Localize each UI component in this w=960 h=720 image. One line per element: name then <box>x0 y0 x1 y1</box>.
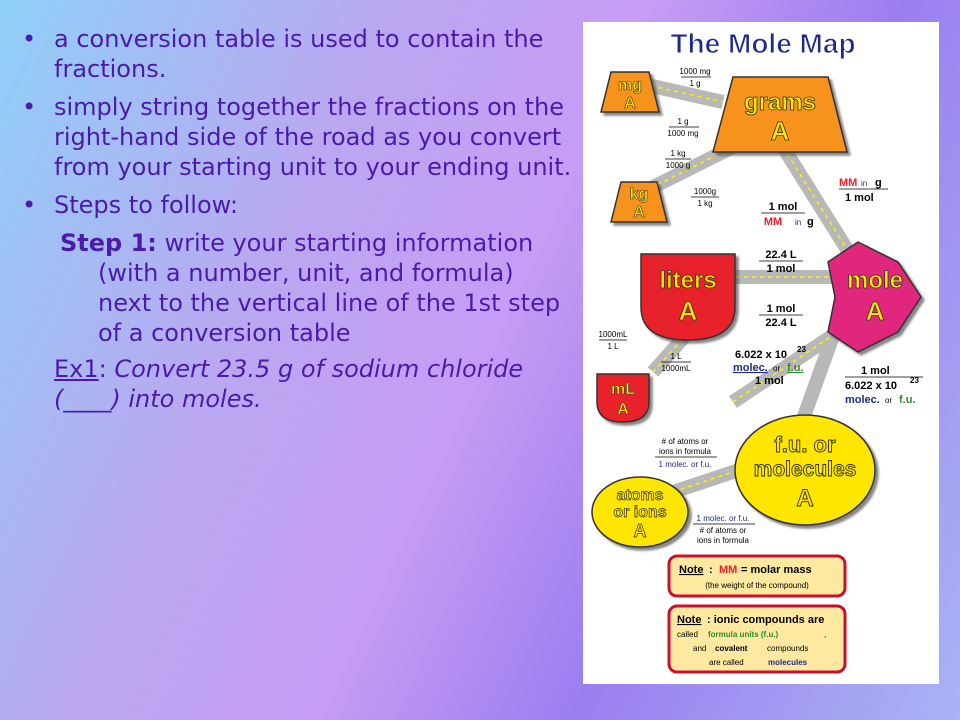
bullet-3 <box>22 190 572 220</box>
note2-line3b: compounds <box>767 644 809 653</box>
conv-grams-mole-top: 1 mol <box>768 201 798 213</box>
mg-label: mg <box>618 77 642 94</box>
map-title: The Mole Map <box>670 28 856 59</box>
note2-cov: covalent <box>715 644 748 653</box>
conv-mole-fu-exp: 23 <box>910 376 919 385</box>
note2-line1: : ionic compounds are <box>707 614 825 626</box>
note2-label: Note <box>677 614 702 626</box>
fu-label-line2: molecules <box>753 458 857 481</box>
atoms-label-line2: or ions <box>613 504 667 521</box>
conv-mole-fu-mid1: molec. <box>845 394 880 406</box>
slide-text <box>22 24 572 414</box>
mole-label: mole <box>846 267 904 294</box>
kg-label: kg <box>629 186 649 203</box>
conv-mole-fu-mid2: f.u. <box>899 394 916 406</box>
conv-fu-mole-mid2: f.u. <box>787 362 804 374</box>
conv-ml-liters-top: 1000mL <box>598 330 628 339</box>
note1-colon: : <box>709 564 713 576</box>
note2-line4a: are called <box>709 658 744 667</box>
conv-mole-fu-bottom: 6.022 x 10 <box>845 380 897 392</box>
bullet-dot: • <box>22 191 37 219</box>
note2-line2a: called <box>677 630 698 639</box>
example-label: Ex1 <box>54 355 99 383</box>
conv-kg-grams-top: 1 kg <box>670 149 686 158</box>
conv-mg-grams-top: 1000 mg <box>679 67 711 76</box>
conv-fu-mole-exp: 23 <box>797 345 806 354</box>
mole-map-image <box>583 22 939 684</box>
conv-fu-mole-top: 6.022 x 10 <box>735 349 787 361</box>
conv-grams-mole-in: in <box>795 218 802 227</box>
conv-grams-mg-top: 1 g <box>677 117 689 126</box>
conv-grams-kg-top: 1000g <box>693 187 717 196</box>
bullet-dot: • <box>22 25 37 53</box>
conv-fu-atoms-1: 1 molec. or f.u. <box>696 514 750 523</box>
mole-a-label: A <box>865 296 885 326</box>
conv-liters-mole-bottom: 1 mol <box>766 263 796 275</box>
conv-ml-liters-bottom: 1 L <box>607 342 619 351</box>
conv-mole-fu-or: or <box>885 396 893 405</box>
note2-line3a: and <box>693 644 707 653</box>
note2-fu: formula units (f.u.) <box>708 630 779 639</box>
ml-label: mL <box>611 381 635 398</box>
kg-a-label: A <box>633 204 645 221</box>
bullet-2 <box>22 92 572 182</box>
conv-mole-liters-bottom: 22.4 L <box>765 317 797 329</box>
atoms-a-label: A <box>633 521 647 541</box>
example-text: Convert 23.5 g of sodium chloride (____) into moles. <box>54 355 524 413</box>
conv-mole-grams-top: MM <box>839 177 858 189</box>
conv-fu-atoms-2: # of atoms or <box>699 526 747 535</box>
conv-grams-kg-bottom: 1 kg <box>697 199 713 208</box>
conv-grams-mole-unit: g <box>807 216 814 228</box>
grams-a-label: A <box>770 116 790 146</box>
conv-liters-mole-top: 22.4 L <box>765 249 797 261</box>
conv-atoms-fu-2: ions in formula <box>658 447 712 456</box>
step-1 <box>22 228 572 258</box>
conv-fu-mole-bottom: 1 mol <box>755 375 784 387</box>
example-colon: : <box>98 355 115 383</box>
liters-label: liters <box>659 267 717 294</box>
grams-label: grams <box>743 89 817 116</box>
mole-map-diagram <box>583 22 939 684</box>
note1-eq: = molar mass <box>741 564 812 576</box>
fu-label-line1: f.u. or <box>774 432 836 457</box>
conv-kg-grams-bottom: 1000 g <box>665 161 691 170</box>
conv-mole-grams-bottom: 1 mol <box>845 192 874 204</box>
note-ionic-covalent <box>669 606 845 672</box>
step-1-body: (with a number, unit, and formula) next to the vertical line of the 1st step of a conversion table <box>98 259 561 347</box>
bullet-text: a conversion table is used to contain the fractions. <box>54 25 544 83</box>
mg-a-label: A <box>624 95 636 112</box>
conv-fu-mole-or: or <box>773 364 781 373</box>
step-1-label: Step 1: <box>60 229 157 257</box>
ml-a-label: A <box>617 401 629 418</box>
bullet-text: simply string together the fractions on the right-hand side of the road as you convert from your starting unit to your ending unit. <box>54 93 572 181</box>
note2-mol: molecules <box>768 658 808 667</box>
conv-fu-atoms-3: ions in formula <box>696 536 750 545</box>
conv-liters-ml-top: 1 L <box>670 352 682 361</box>
conv-mg-grams-bottom: 1 g <box>689 79 701 88</box>
conv-grams-mg-bottom: 1000 mg <box>667 129 699 138</box>
conv-mole-liters-top: 1 mol <box>766 303 796 315</box>
bullet-dot: • <box>22 93 37 121</box>
conv-mole-grams-in: in <box>861 179 868 188</box>
fu-a-label: A <box>796 485 814 512</box>
note1-line2: (the weight of the compound) <box>705 581 809 590</box>
note1-label: Note <box>679 564 704 576</box>
note-molar-mass <box>669 556 845 596</box>
conv-liters-ml-bottom: 1000mL <box>661 364 691 373</box>
atoms-label-line1: atoms <box>616 487 664 504</box>
example-1 <box>22 354 572 414</box>
conv-atoms-fu-1: # of atoms or <box>661 437 709 446</box>
conv-mole-fu-top: 1 mol <box>861 365 890 377</box>
conv-mole-grams-unit: g <box>875 177 882 189</box>
bullet-1 <box>22 24 572 84</box>
step-1-first-line: write your starting information <box>156 229 534 257</box>
bullet-text: Steps to follow: <box>54 191 239 219</box>
conv-atoms-fu-3: 1 molec. or f.u. <box>658 460 712 469</box>
note1-mm: MM <box>719 564 738 576</box>
conv-fu-mole-mid1: molec. <box>733 362 768 374</box>
conv-grams-mole-bottom: MM <box>763 216 783 228</box>
liters-a-label: A <box>678 296 698 326</box>
note2-line2b: , <box>824 630 827 639</box>
